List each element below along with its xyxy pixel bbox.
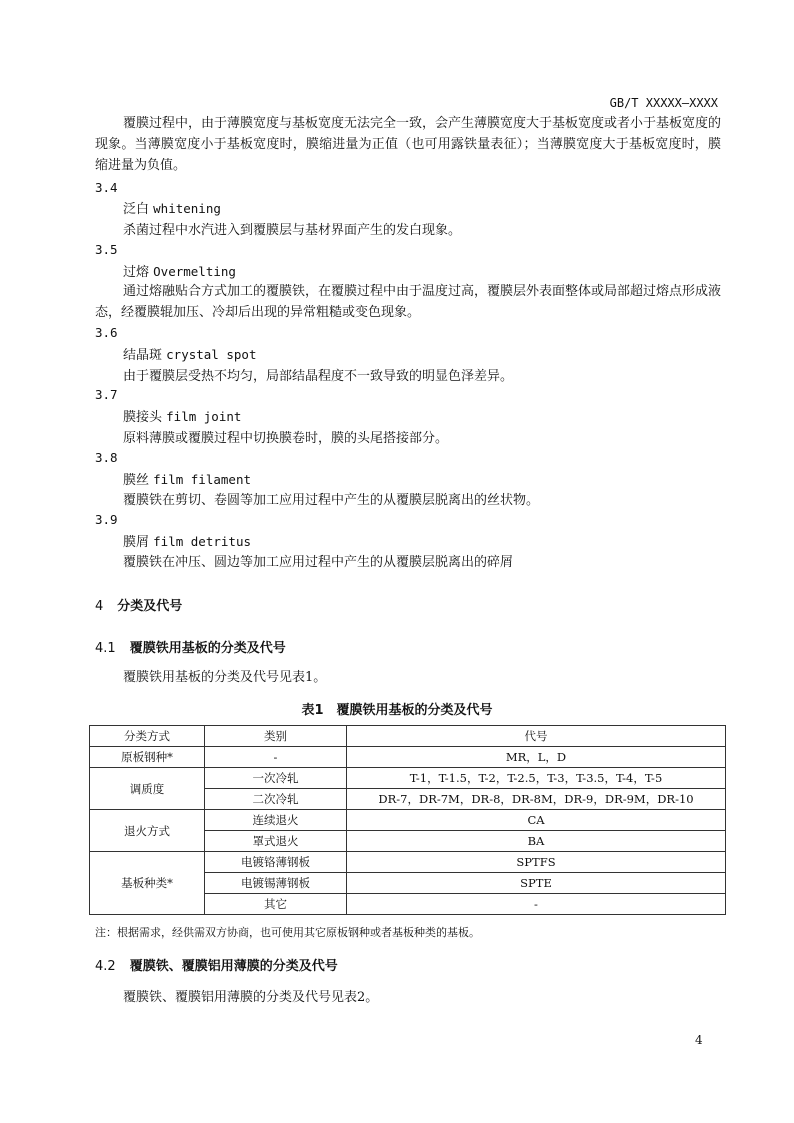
section-heading [95,595,182,614]
table-row [90,810,726,831]
term-number: 3.9 [95,512,118,527]
term-number: 3.5 [95,242,118,257]
category-cell: 其它 [205,894,347,915]
code-cell: DR-7，DR-7M，DR-8，DR-8M，DR-9，DR-9M，DR-10 [347,789,726,810]
header-cell: 代号 [347,726,726,747]
code-cell: BA [347,831,726,852]
table-header-row [90,726,726,747]
term-heading [123,531,251,550]
code-cell: MR，L，D [347,747,726,768]
intro-paragraph: 覆膜过程中，由于薄膜宽度与基板宽度无法完全一致，会产生薄膜宽度大于基板宽度或者小于基板宽度的现象。当薄膜宽度小于基板宽度时，膜缩进量为正值（也可用露铁量表征）；当薄膜宽度大于基板宽度时，膜缩进量为负值。 [95,116,722,173]
document-header: GB/T XXXXX—XXXX [609,96,718,110]
table-caption: 表1 覆膜铁用基板的分类及代号 [301,703,493,718]
category-cell: 连续退火 [205,810,347,831]
term-heading [123,198,221,217]
category-cell: 罩式退火 [205,831,347,852]
table-row [90,747,726,768]
code-cell: SPTFS [347,852,726,873]
term-heading [123,406,241,425]
term-definition: 覆膜铁在剪切、卷圆等加工应用过程中产生的从覆膜层脱离出的丝状物。 [123,493,540,508]
term-definition: 杀菌过程中水汽进入到覆膜层与基材界面产生的发白现象。 [123,223,462,238]
term-cn: 膜接头 [123,410,163,425]
category-cell: 二次冷轧 [205,789,347,810]
term-number: 3.8 [95,450,118,465]
term-definition: 原料薄膜或覆膜过程中切换膜卷时，膜的头尾搭接部分。 [123,431,449,446]
term-number: 3.7 [95,387,118,402]
body-text: 覆膜铁用基板的分类及代号见表1。 [123,670,327,685]
section-title: 分类及代号 [117,599,183,614]
term-number: 3.4 [95,180,118,195]
group-cell: 基板种类* [90,852,205,915]
page-number: 4 [695,1033,703,1047]
term-en: whitening [153,201,221,216]
code-cell: T-1，T-1.5，T-2，T-2.5，T-3，T-3.5，T-4，T-5 [347,768,726,789]
category-cell: 电镀铬薄钢板 [205,852,347,873]
term-cn: 泛白 [123,202,150,217]
term-heading [123,261,236,280]
group-cell: 调质度 [90,768,205,810]
category-cell: 一次冷轧 [205,768,347,789]
subsection-heading [95,637,286,656]
code-cell: CA [347,810,726,831]
term-definition: 通过熔融贴合方式加工的覆膜铁，在覆膜过程中由于温度过高，覆膜层外表面整体或局部超过熔点形成液态，经覆膜辊加压、冷却后出现的异常粗糙或变色现象。 [95,284,722,320]
term-definition: 覆膜铁在冲压、圆边等加工应用过程中产生的从覆膜层脱离出的碎屑 [123,555,514,570]
classification-table [89,725,726,915]
term-cn: 过熔 [123,265,150,280]
table-row [90,852,726,873]
term-cn: 膜丝 [123,473,150,488]
term-number: 3.6 [95,325,118,340]
term-en: film detritus [153,534,251,549]
subsection-heading [95,955,338,974]
term-heading [123,469,251,488]
term-en: crystal spot [166,347,257,362]
body-text: 覆膜铁、覆膜铝用薄膜的分类及代号见表2。 [123,990,379,1005]
header-cell: 类别 [205,726,347,747]
table-row [90,768,726,789]
term-definition: 由于覆膜层受热不均匀，局部结晶程度不一致导致的明显色泽差异。 [123,369,514,384]
code-cell: SPTE [347,873,726,894]
term-cn: 结晶斑 [123,348,163,363]
group-cell: 退火方式 [90,810,205,852]
term-heading [123,344,256,363]
term-en: film filament [153,472,251,487]
subsection-number: 4.2 [95,959,116,974]
subsection-title: 覆膜铁用基板的分类及代号 [129,641,286,656]
category-cell: - [205,747,347,768]
section-number: 4 [95,599,104,614]
subsection-title: 覆膜铁、覆膜铝用薄膜的分类及代号 [129,959,338,974]
header-cell: 分类方式 [90,726,205,747]
table-note: 注：根据需求，经供需双方协商，也可使用其它原板钢种或者基板种类的基板。 [95,926,480,939]
term-en: Overmelting [153,264,236,279]
term-en: film joint [166,409,242,424]
subsection-number: 4.1 [95,641,116,656]
group-cell: 原板钢种* [90,747,205,768]
term-cn: 膜屑 [123,535,150,550]
category-cell: 电镀锡薄钢板 [205,873,347,894]
code-cell: - [347,894,726,915]
